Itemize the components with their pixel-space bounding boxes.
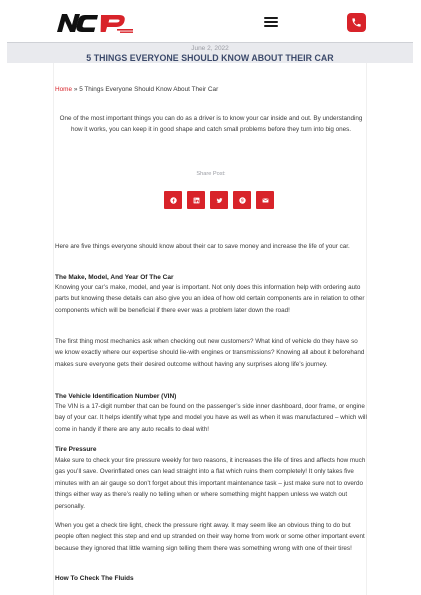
page-title: 5 THINGS EVERYONE SHOULD KNOW ABOUT THEIR CAR (86, 53, 334, 63)
intro-paragraph: One of the most important things you can do as a driver is to know your car inside and out. By understanding how it works, you can keep it in good shape and catch small problems before they turn into big ones. (59, 115, 363, 134)
linkedin-icon (193, 197, 200, 204)
share-facebook-button[interactable] (164, 191, 182, 209)
site-header (0, 0, 421, 42)
ncp-logo-icon (57, 12, 133, 34)
facebook-icon (170, 197, 177, 204)
section-paragraph: The VIN is a 17-digit number that can be found on the passenger’s side inner dashboard, door frame, or engine bay of your car. It helps identify what type and model you have as well as when it was manufactured – which will come in handy if there are any auto recalls to deal with! (55, 403, 367, 433)
share-email-button[interactable] (256, 191, 274, 209)
menu-toggle-button[interactable] (264, 17, 278, 29)
twitter-icon (216, 197, 223, 204)
site-logo[interactable] (57, 12, 133, 34)
pinterest-icon (239, 197, 246, 204)
section-heading-make-model: The Make, Model, And Year Of The Car (55, 274, 174, 281)
breadcrumb-separator: » (73, 86, 78, 93)
post-title-band (7, 42, 413, 63)
share-label: Share Post: (196, 171, 226, 177)
phone-button[interactable] (347, 13, 366, 32)
post-date: June 2, 2022 (191, 45, 229, 52)
email-icon (262, 197, 269, 204)
share-pinterest-button[interactable] (233, 191, 251, 209)
section-paragraph: Make sure to check your tire pressure weekly for two reasons, it increases the life of tires and affects how much gas you’ll save. Overinflated ones can lead straight into a flat which ruins them completely! It only takes five minutes with an air gauge so don’t forget about this important maintenance task – just make sure not to overdo things either way as there’s really no telling when or where something might happen unless we watch out personally. (55, 457, 366, 510)
section-heading-tire-pressure: Tire Pressure (55, 446, 97, 453)
section-heading-vin: The Vehicle Identification Number (VIN) (55, 393, 177, 400)
section-heading-fluids: How To Check The Fluids (55, 575, 134, 582)
lead-paragraph: Here are five things everyone should know about their car to save money and increase the life of your car. (55, 243, 350, 250)
breadcrumb-current: 5 Things Everyone Should Know About Their Car (79, 86, 219, 93)
hamburger-icon-line (264, 21, 278, 23)
section-paragraph: Knowing your car’s make, model, and year is important. Not only does this information help with ordering auto parts but knowing these details can also give you an idea of how old certain components are in relation to other components which will be beneficial if there ever was a problem later down the road! (55, 284, 365, 314)
share-buttons (164, 191, 279, 209)
hamburger-icon-line (264, 17, 278, 19)
breadcrumb-home-link[interactable]: Home (55, 86, 73, 93)
breadcrumb (55, 86, 218, 93)
share-twitter-button[interactable] (210, 191, 228, 209)
section-paragraph: When you get a check tire light, check the pressure right away. It may seem like an obvious thing to do but people often neglect this step and end up stranded on their way home from work or some other important event because they ignored that little warning sign telling them there was something wrong with one of their tires! (55, 522, 365, 552)
share-linkedin-button[interactable] (187, 191, 205, 209)
hamburger-icon-line (264, 25, 278, 27)
phone-icon (351, 17, 362, 28)
article-content (53, 63, 367, 595)
section-paragraph: The first thing most mechanics ask when checking out new customers? What kind of vehicle do they have so we know exactly where our expertise should lie-with engines or transmissions? Knowing all about it beforehand makes sure everyone gets their desired outcome without having any surprises along life’s journey. (55, 338, 365, 368)
